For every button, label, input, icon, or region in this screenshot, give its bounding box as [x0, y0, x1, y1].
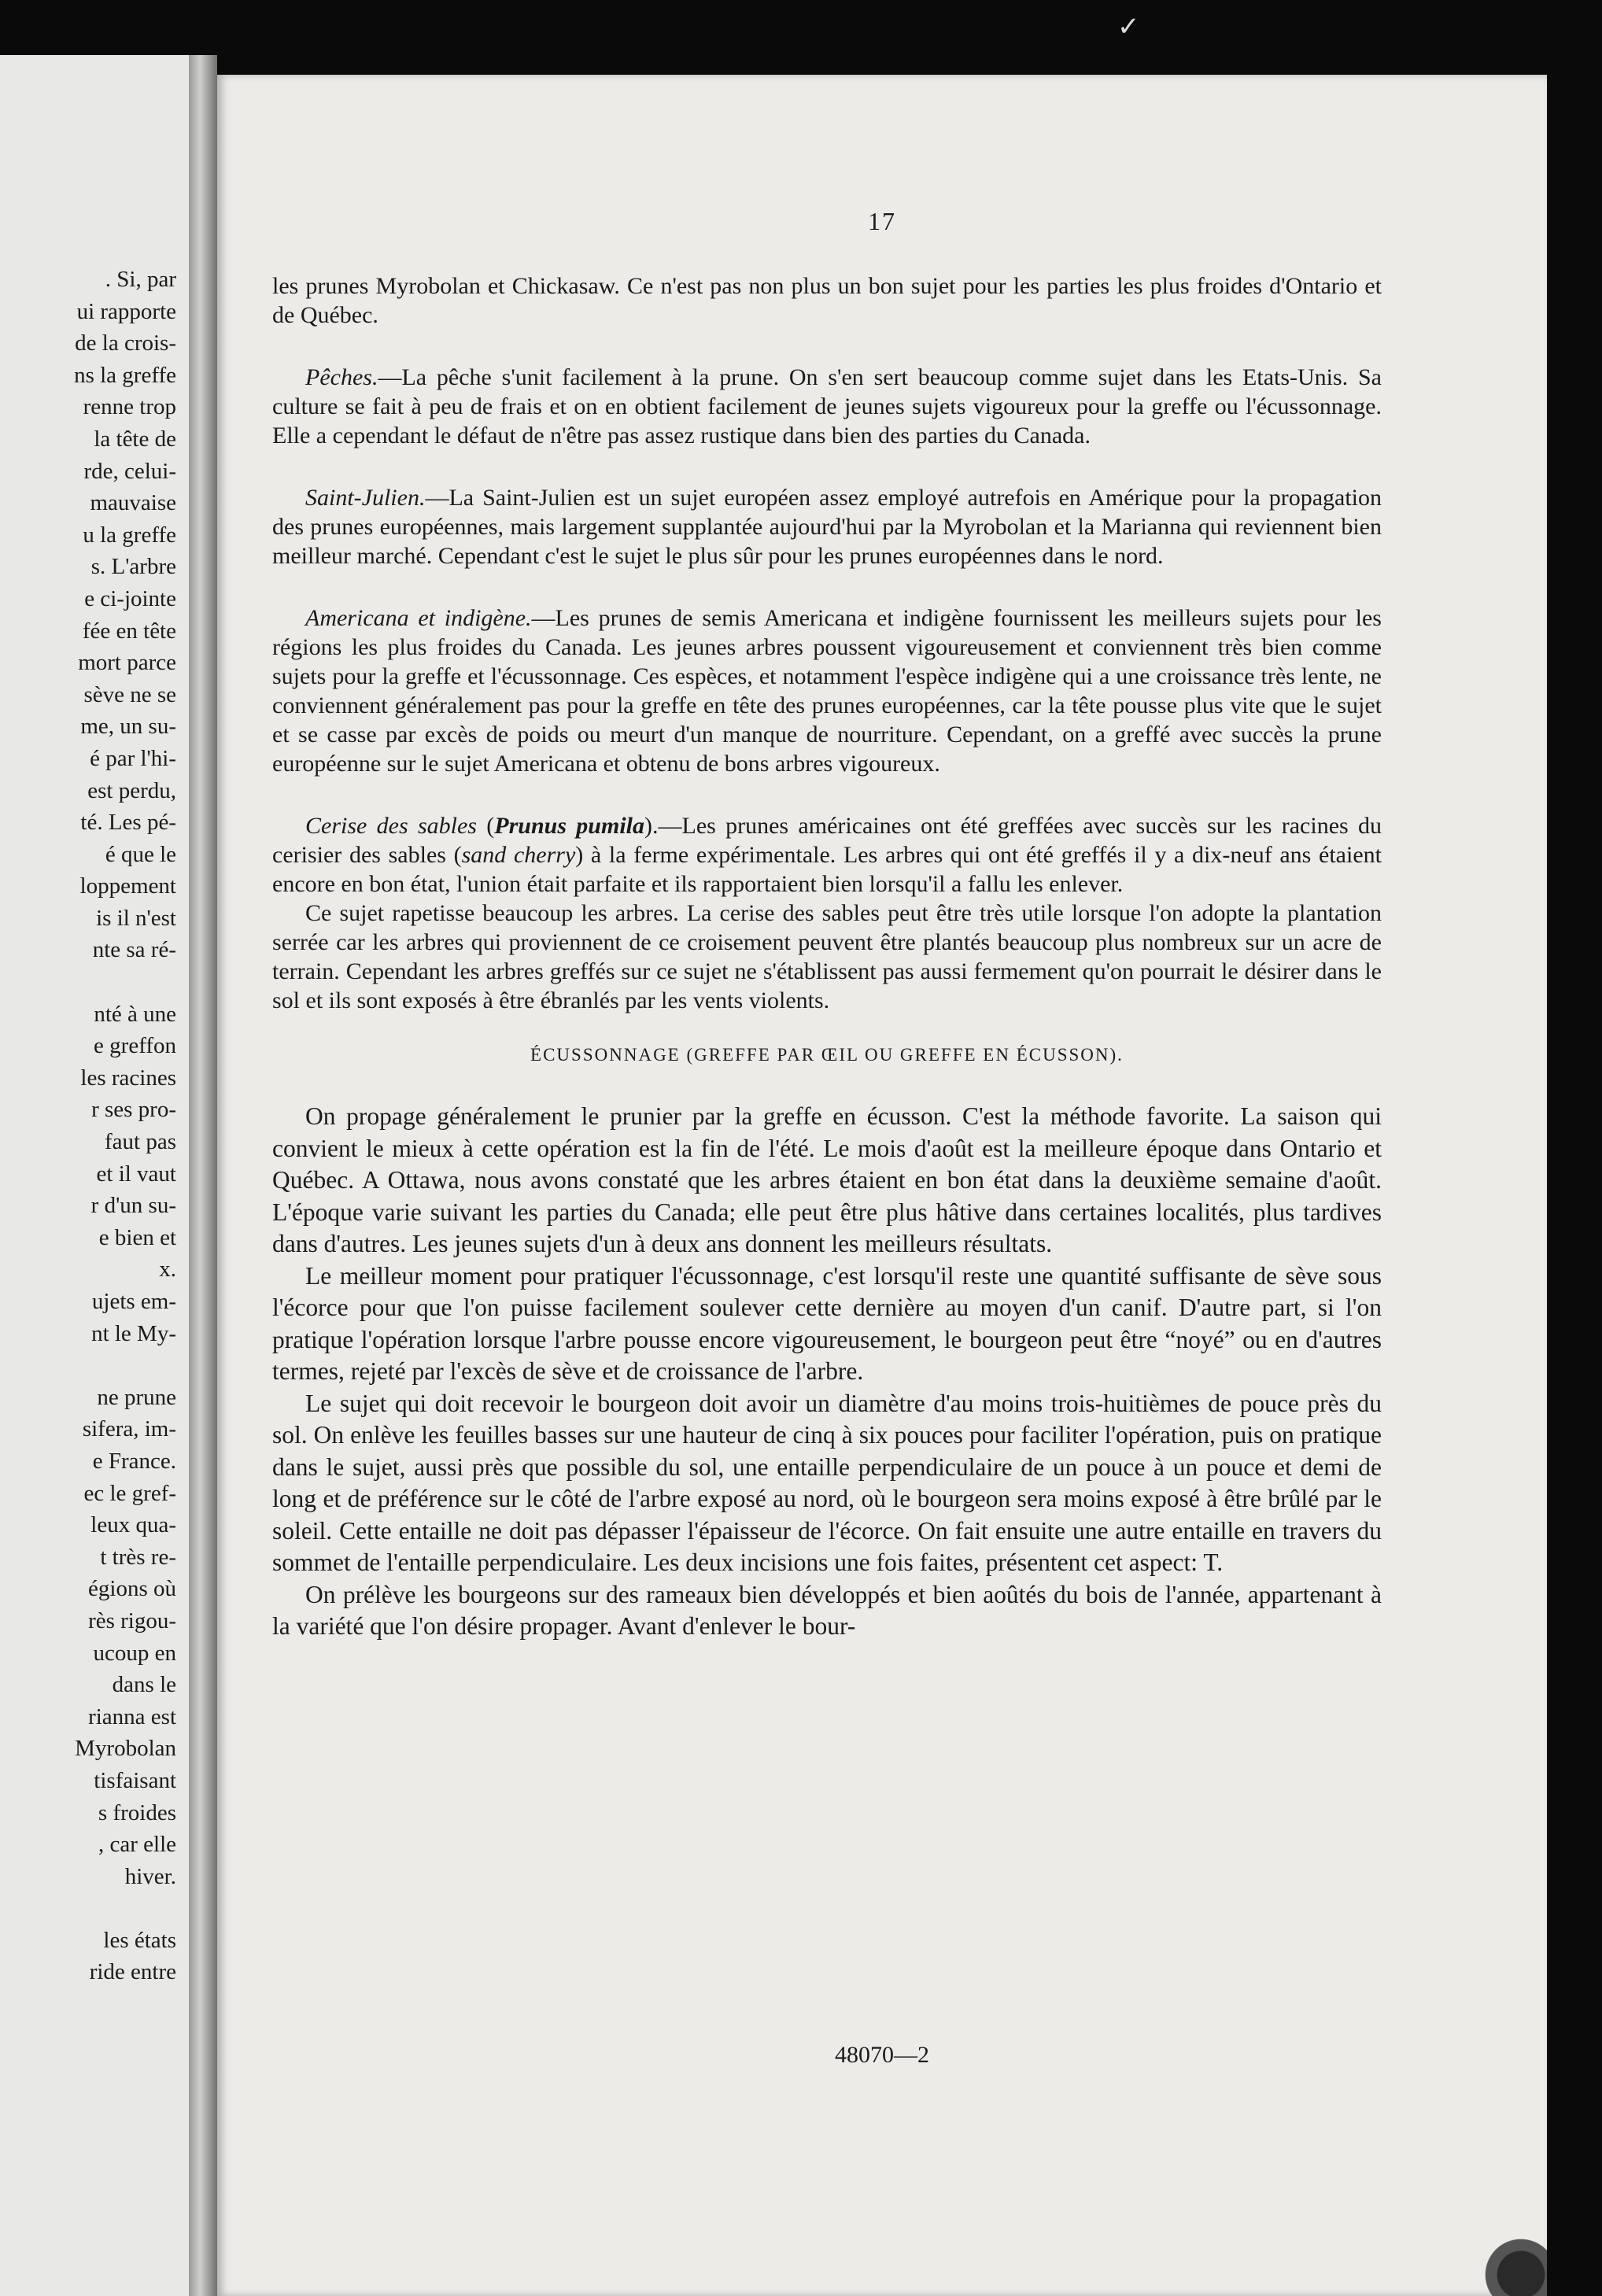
previous-page-line	[11, 1892, 176, 1925]
previous-page-line: loppement	[79, 873, 176, 899]
previous-page-line: is il n'est	[96, 905, 176, 931]
previous-page-line: ucoup en	[93, 1640, 176, 1666]
previous-page-line: té. Les pé-	[80, 810, 176, 836]
section-text: —Les prunes de semis Americana et indigène fournissent les meilleurs sujets pour les régions les plus froides du Canada. Les jeunes arbres poussent vigoureusement et conviennent très bien comme sujets pour la greffe et l'écussonnage. Ces espèces, et notamment l'espèce indigène qui a une croissance très lente, ne conviennent généralement pas pour la greffe en tête des prunes européennes, car la tête pousse plus vite que le sujet et se casse par excès de poids ou meurt d'un manque de nourriture. Cependant, on a greffé avec succès la prune européenne sur le sujet Americana et obtenu de bons arbres vigoureux.	[272, 605, 1382, 777]
print-signature: 48070—2	[835, 2042, 929, 2068]
page-content	[272, 271, 1382, 1643]
previous-page-line: faut pas	[105, 1129, 176, 1155]
previous-page-strip	[0, 55, 189, 2296]
body-paragraph: On propage généralement le prunier par la greffe en écusson. C'est la méthode favorite. La saison qui convient le mieux à cette opération est la fin de l'été. Le mois d'août est la meilleure époque dans Ontario et Québec. A Ottawa, nous avons constaté que les arbres étaient en bon état dans la deuxième semaine d'août. L'époque varie suivant les parties du Canada; elle peut être plus hâtive dans certaines localités, plus tardives dans d'autres. Les jeunes sujets d'un à deux ans donnent les meilleurs résultats.	[272, 1102, 1382, 1257]
scan-mark-icon: ✓	[1117, 13, 1140, 42]
previous-page-line: , car elle	[98, 1832, 176, 1858]
previous-page-line: renne trop	[83, 394, 176, 420]
previous-page-line: r d'un su-	[90, 1193, 176, 1219]
body-paragraph: On prélève les bourgeons sur des rameaux bien développés et bien aoûtés du bois de l'année, appartenant à la variété que l'on désire propager. Avant d'enlever le bour-	[272, 1580, 1382, 1640]
previous-page-line: de la crois-	[75, 330, 176, 356]
previous-page-line: e ci-jointe	[84, 585, 176, 611]
previous-page-line: nté à une	[94, 1001, 176, 1027]
section-title: Saint-Julien.	[305, 485, 426, 511]
previous-page-line: ujets em-	[91, 1289, 176, 1314]
section-text: —Les prunes américaines ont été greffées avec succès sur les racines du cerisier des sables (	[272, 813, 1382, 868]
section-cerise-des-sables: Cerise des sables (Prunus pumila).—Les prunes américaines ont été greffées avec succès sur les racines du cerisier des sables (sand cherry) à la ferme expérimentale. Les arbres qui ont été greffés il y a dix-neuf ans étaient encore en bon état, l'union était parfaite et ils rapportaient bien lorsqu'il a fallu les enlever.	[272, 813, 1382, 897]
latin-name: Prunus pumila	[494, 813, 644, 839]
previous-page-line: rianna est	[88, 1704, 176, 1729]
previous-page-line: tisfaisant	[94, 1767, 176, 1793]
previous-page-line: rde, celui-	[83, 458, 176, 484]
previous-page-line: nt le My-	[91, 1320, 176, 1346]
previous-page-line: s. L'arbre	[90, 554, 176, 580]
previous-page-line: Myrobolan	[75, 1736, 176, 1762]
previous-page-line: ui rapporte	[76, 298, 176, 324]
previous-page-line: et il vaut	[96, 1161, 176, 1187]
previous-page-line: x.	[159, 1257, 176, 1283]
previous-page-line	[11, 966, 176, 999]
previous-page-text	[11, 264, 176, 1988]
section-heading: ÉCUSSONNAGE (GREFFE PAR ŒIL OU GREFFE EN ÉCUSSON).	[530, 1045, 1124, 1065]
document-page	[217, 75, 1547, 2296]
cerise-paragraph-2: Ce sujet rapetisse beaucoup les arbres. La cerise des sables peut être très utile lorsque l'on adopte la plantation serrée car les arbres qui proviennent de ce croisement peuvent être plantés beaucoup plus nombreux sur un acre de terrain. Cependant les arbres greffés sur ce sujet ne s'établissent pas aussi fermement qu'on pourrait le désirer dans le sol et ils sont exposés à être ébranlés par les vents violents.	[272, 900, 1382, 1013]
previous-page-line: mauvaise	[90, 490, 176, 516]
previous-page-line: leux qua-	[90, 1512, 176, 1538]
previous-page-line: ec le gref-	[83, 1480, 176, 1506]
previous-page-line: t très re-	[100, 1544, 176, 1570]
previous-page-line: u la greffe	[83, 522, 176, 548]
section-saint-julien	[272, 483, 1382, 570]
section-americana	[272, 604, 1382, 778]
section-text: —La pêche s'unit facilement à la prune. On s'en sert beaucoup comme sujet dans les Etats-Unis. Sa culture se fait à peu de frais et on en obtient facilement de jeunes sujets vigoureux pour la greffe ou l'écussonnage. Elle a cependant le défaut de n'être pas assez rustique dans bien des parties du Canada.	[272, 364, 1382, 448]
previous-page-line: est perdu,	[87, 777, 176, 803]
english-name: sand cherry	[461, 842, 576, 868]
previous-page-line: me, un su-	[80, 714, 176, 740]
page-number: 17	[868, 207, 896, 235]
previous-page-line: e bien et	[98, 1224, 176, 1250]
body-paragraph: Le sujet qui doit recevoir le bourgeon doit avoir un diamètre d'au moins trois-huitièmes de pouce près du sol. On enlève les feuilles basses sur une hauteur de cinq à six pouces pour faciliter l'opération, puis on pratique dans le sujet, aussi près que possible du sol, une entaille perpendiculaire de un pouce à un pouce et demi de long et de préférence sur le côté de l'arbre exposé au nord, où le bourgeon sera moins exposé à être brûlé par le soleil. Cette entaille ne doit pas dépasser l'épaisseur de l'écorce. On fait ensuite une autre entaille en travers du sommet de l'entaille perpendiculaire. Les deux incisions une fois faites, présentent cet aspect: T.	[272, 1389, 1382, 1576]
previous-page-line: sève ne se	[83, 681, 176, 707]
previous-page-line: . Si, par	[105, 267, 176, 292]
previous-page-line: rès rigou-	[88, 1608, 176, 1633]
previous-page-line: e greffon	[94, 1033, 176, 1059]
previous-page-line: la tête de	[94, 426, 176, 452]
intro-paragraph: les prunes Myrobolan et Chickasaw. Ce n'est pas non plus un bon sujet pour les parties les plus froides d'Ontario et de Québec.	[272, 273, 1382, 328]
previous-page-line: fée en tête	[82, 618, 176, 644]
previous-page-line: les racines	[80, 1065, 176, 1091]
previous-page-line: ride entre	[89, 1959, 176, 1985]
previous-page-line: é par l'hi-	[90, 745, 176, 771]
library-stamp	[1460, 2225, 1547, 2296]
section-text: —La Saint-Julien est un sujet européen assez employé autrefois en Amérique pour la propagation des prunes européennes, mais largement supplantée aujourd'hui par la Myrobolan et la Marianna qui reviennent bien meilleur marché. Cependant c'est le sujet le plus sûr pour les prunes européennes dans le nord.	[272, 485, 1382, 569]
previous-page-line: nte sa ré-	[92, 937, 176, 963]
previous-page-line: é que le	[105, 841, 176, 867]
previous-page-line: sifera, im-	[82, 1416, 176, 1442]
previous-page-line: égions où	[88, 1576, 176, 1602]
ecussonnage-text	[272, 1101, 1382, 1643]
section-title: Cerise des sables	[305, 813, 477, 839]
section-peches	[272, 363, 1382, 450]
section-title: Pêches.	[305, 364, 378, 390]
previous-page-line: ns la greffe	[74, 362, 176, 388]
previous-page-line: mort parce	[78, 650, 176, 676]
section-text: ) à la ferme expérimentale. Les arbres qui ont été greffés il y a dix-neuf ans étaient encore en bon état, l'union était parfaite et ils rapportaient bien lorsqu'il a fallu les enlever.	[272, 842, 1382, 897]
previous-page-line: r ses pro-	[91, 1097, 176, 1123]
previous-page-line: e France.	[92, 1448, 176, 1474]
previous-page-line: hiver.	[124, 1863, 176, 1889]
previous-page-line: ne prune	[97, 1384, 176, 1410]
previous-page-line: s froides	[98, 1800, 176, 1825]
section-title: Americana et indigène.	[305, 605, 532, 631]
previous-page-line: dans le	[112, 1672, 176, 1698]
book-gutter	[189, 55, 217, 2296]
previous-page-line	[11, 1349, 176, 1382]
previous-page-line: les états	[103, 1927, 176, 1953]
body-paragraph: Le meilleur moment pour pratiquer l'écussonnage, c'est lorsqu'il reste une quantité suffisante de sève sous l'écorce pour que l'on puisse facilement soulever cette dernière au moyen d'un canif. D'autre part, si l'on pratique l'opération lorsque l'arbre pousse encore vigoureusement, le bourgeon peut être “noyé” ou en d'autres termes, rejeté par l'excès de sève et de croissance de l'arbre.	[272, 1261, 1382, 1385]
